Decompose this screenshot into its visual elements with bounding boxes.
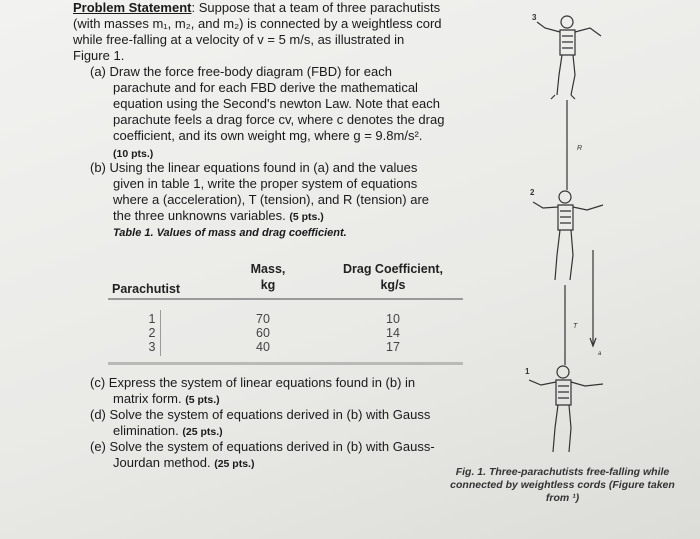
part-a-line-3: equation using the Second's newton Law. Note that each	[113, 96, 440, 111]
problem-statement-line-1	[73, 0, 440, 16]
problem-heading: Problem Statement	[73, 0, 192, 15]
row-2-mass: 60	[256, 326, 270, 340]
part-c-points: (5 pts.)	[185, 394, 220, 406]
part-b-line-1: (b) Using the linear equations found in (a) and the values	[90, 160, 418, 175]
table-header-rule	[108, 298, 463, 300]
part-c-line-1: (c) Express the system of linear equations found in (b) in	[90, 375, 416, 390]
part-e-line-2-text: Jourdan method.	[113, 455, 211, 470]
row-1-parachutist: 1	[148, 312, 156, 326]
figure-caption	[430, 466, 695, 505]
row-3-parachutist: 3	[148, 340, 156, 354]
part-a-line-2: parachute and for each FBD derive the mathematical	[113, 80, 418, 95]
figure-caption-line-1: Fig. 1. Three-parachutists free-falling while	[455, 466, 670, 478]
part-b-line-2: given in table 1, write the proper system of equations	[113, 176, 418, 191]
problem-intro-2: (with masses m₁, m₂, and m₂) is connected by a weightless cord	[73, 16, 442, 31]
problem-intro-1: : Suppose that a team of three parachutists	[191, 0, 441, 15]
part-d-line-1: (d) Solve the system of equations derived in (b) with Gauss	[90, 407, 431, 422]
part-b-line-3: where a (acceleration), T (tension), and R (tension) are	[113, 192, 430, 207]
label-2: 2	[530, 188, 535, 197]
figure-caption-line-2: connected by weightless cords (Figure taken	[450, 479, 675, 491]
row-3-drag: 17	[386, 340, 400, 354]
part-e-line-1: (e) Solve the system of equations derived in (b) with Gauss-	[90, 439, 435, 454]
part-a-line-5: coefficient, and its own weight mg, where g = 9.8m/s².	[113, 128, 423, 143]
parachutist-3-figure	[537, 16, 601, 99]
part-a-line-4: parachute feels a drag force cv, where c denotes the drag	[113, 112, 445, 127]
header-drag-unit: kg/s	[380, 278, 406, 292]
row-2-drag: 14	[386, 326, 400, 340]
parachutists-figure	[515, 0, 695, 470]
row-3-mass: 40	[256, 340, 270, 354]
label-3: 3	[532, 13, 537, 22]
part-c-line-2-text: matrix form.	[113, 391, 182, 406]
figure-caption-line-3: from ¹)	[545, 492, 580, 504]
header-mass-unit: kg	[260, 278, 276, 292]
row-2-parachutist: 2	[148, 326, 156, 340]
label-a: a	[598, 351, 602, 357]
label-r: R	[577, 145, 583, 152]
part-a-line-1: (a) Draw the force free-body diagram (FBD) for each	[90, 64, 392, 79]
part-b-points: (5 pts.)	[289, 211, 324, 223]
table-column-divider	[160, 310, 161, 356]
problem-intro-3: while free-falling at a velocity of v = 5 m/s, as illustrated in	[73, 32, 405, 47]
part-a-points: (10 pts.)	[113, 148, 154, 160]
parachutist-1-figure	[529, 366, 603, 452]
label-t: T	[573, 323, 578, 330]
label-1: 1	[525, 367, 530, 376]
part-d-line-2-text: elimination.	[113, 423, 179, 438]
part-b-line-4	[113, 208, 324, 225]
header-parachutist: Parachutist	[112, 282, 181, 296]
problem-intro-4: Figure 1.	[73, 48, 125, 63]
part-e-line-2	[113, 455, 254, 472]
table-bottom-rule	[108, 362, 463, 365]
part-d-points: (25 pts.)	[182, 426, 223, 438]
part-e-points: (25 pts.)	[214, 458, 255, 470]
part-b-line-4-text: the three unknowns variables.	[113, 208, 286, 223]
table-caption: Table 1. Values of mass and drag coefficient.	[113, 227, 347, 239]
row-1-drag: 10	[386, 312, 400, 326]
row-1-mass: 70	[256, 312, 270, 326]
part-c-line-2	[113, 391, 220, 408]
header-mass: Mass,	[250, 262, 286, 276]
part-d-line-2	[113, 423, 223, 440]
header-drag: Drag Coefficient,	[342, 262, 443, 276]
